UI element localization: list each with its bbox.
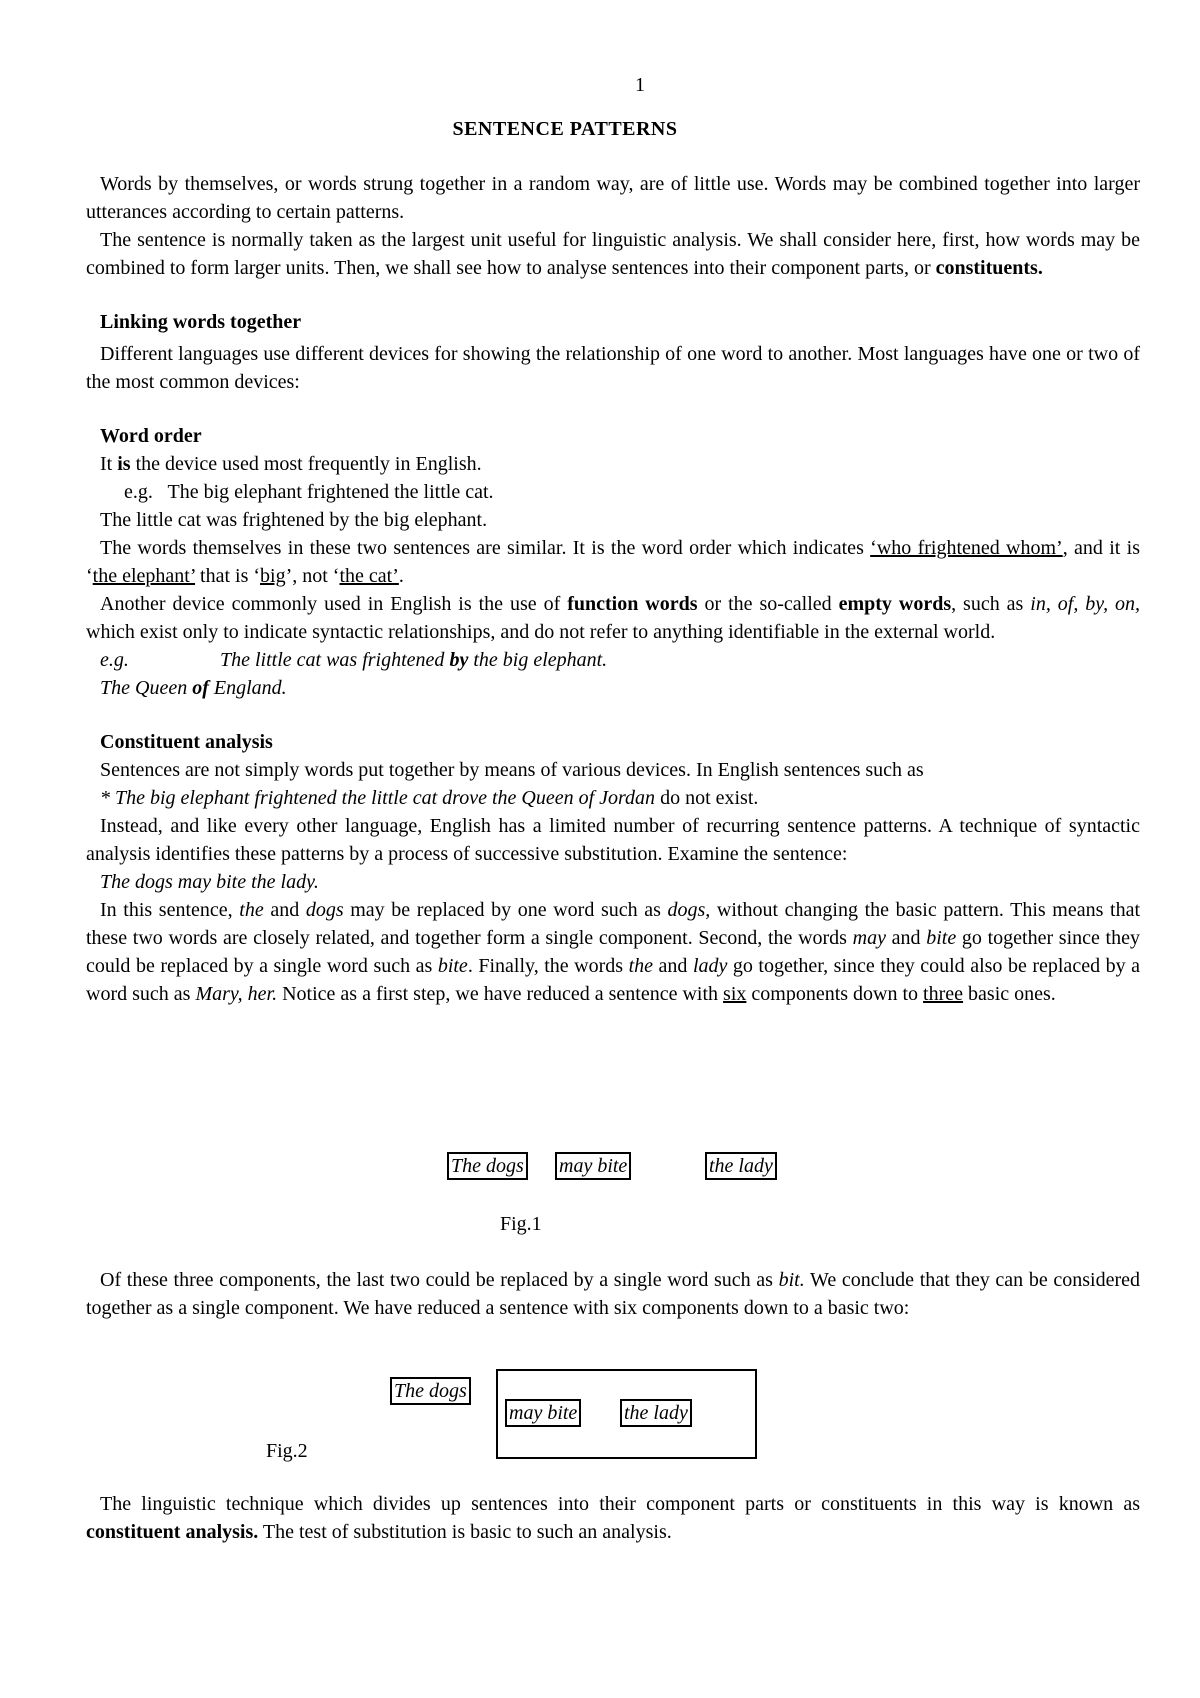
fig2-box-may-bite: may bite: [505, 1399, 581, 1427]
text: go together, since they could also be replaced by a word such as: [86, 955, 1140, 1005]
heading-linking-words: Linking words together: [100, 311, 302, 333]
underlined-word: three: [923, 983, 964, 1005]
text: .: [398, 565, 404, 587]
text: . Finally, the words: [467, 955, 629, 977]
text: Of these three components, the last two could be replaced by a single word such as: [100, 1269, 779, 1291]
closing-block: [86, 1490, 1140, 1546]
text: may be replaced by one word such as: [343, 899, 668, 921]
eg-label: e.g.: [100, 649, 129, 671]
example-sentence-3: [100, 646, 1140, 674]
text: ’, not ‘: [285, 565, 340, 587]
italic-word: Mary, her.: [195, 983, 278, 1005]
fig2-caption: Fig.2: [266, 1440, 308, 1462]
heading-word-order: Word order: [100, 425, 202, 447]
text: The words themselves in these two sentences are similar. It is the word order which indicates: [100, 537, 871, 559]
example-sentence-2: The little cat was frightened by the big elephant.: [100, 509, 488, 531]
term-function-words: function words: [567, 593, 698, 615]
text: basic ones.: [963, 983, 1056, 1005]
term-constituents: constituents.: [935, 257, 1043, 279]
closing-paragraph: [86, 1490, 1140, 1546]
text: We conclude that they can be considered together as a single component. We have reduced a sentence with six components down to a basic two:: [86, 1269, 1140, 1319]
italic-word: the: [628, 955, 654, 977]
italic-word: lady: [692, 955, 728, 977]
text: , and it is ‘: [86, 537, 1140, 587]
example-sentence-1: e.g. The big elephant frightened the little cat.: [124, 481, 494, 503]
fig1-caption: Fig.1: [500, 1213, 542, 1235]
text: the big elephant.: [468, 649, 608, 671]
example-sentence-4: [100, 674, 1140, 702]
word-order-line-1: [86, 450, 1140, 478]
intro-paragraph-2: [86, 226, 1140, 282]
text: components down to: [746, 983, 924, 1005]
fig1-box-the-lady: the lady: [705, 1152, 777, 1180]
italic-word: may: [852, 927, 886, 949]
text: and: [885, 927, 927, 949]
emphasis: is: [117, 453, 131, 475]
constituent-paragraph-1: Sentences are not simply words put together by means of various devices. In English sentences such as: [100, 759, 924, 781]
fig2-box-the-dogs: The dogs: [390, 1377, 471, 1405]
italic-words: in, of, by, on,: [1030, 593, 1141, 615]
text: go together since they could be replaced by a single word such as: [86, 927, 1140, 977]
text: The linguistic technique which divides up sentences into their component parts or constituents in this way is known as: [100, 1493, 1140, 1515]
text: and: [653, 955, 693, 977]
italic-word: bite: [926, 927, 957, 949]
text: It: [100, 453, 118, 475]
text: do not exist.: [655, 787, 759, 809]
italic-word: dogs: [305, 899, 344, 921]
text: the device used most frequently in English.: [130, 453, 482, 475]
italic-word: bit.: [778, 1269, 805, 1291]
text: that is ‘: [195, 565, 261, 587]
underlined-phrase: the cat’: [339, 565, 399, 587]
text: which exist only to indicate syntactic relationships, and do not refer to anything identifiable in the external world.: [86, 621, 996, 643]
text: or the so-called: [697, 593, 839, 615]
intro-text: The sentence is normally taken as the largest unit useful for linguistic analysis. We shall consider here, first, how words may be combined to form larger units. Then, we shall see how to analyse sentences into their component parts, or: [86, 229, 1140, 279]
ungrammatical-example: * The big elephant frightened the little cat drove the Queen of Jordan: [100, 787, 656, 809]
term-constituent-analysis: constituent analysis.: [86, 1521, 259, 1543]
after-fig1-block: [86, 1266, 1140, 1322]
text: and: [263, 899, 306, 921]
term-empty-words: empty words: [838, 593, 952, 615]
heading-constituent-analysis: Constituent analysis: [100, 731, 273, 753]
intro-paragraph-1: Words by themselves, or words strung together in a random way, are of little use. Words may be combined together into larger utterances according to certain patterns.: [86, 173, 1140, 223]
word-order-paragraph-3: [86, 590, 1140, 646]
italic-word: dogs,: [667, 899, 711, 921]
document-body: [86, 170, 1140, 1008]
italic-word: bite: [437, 955, 468, 977]
text: without changing the basic pattern. This means that these two words are closely related, and together form a single component. Second, the words: [86, 899, 1141, 949]
constituent-paragraph-3: Instead, and like every other language, English has a limited number of recurring sentence patterns. A technique of syntactic analysis identifies these patterns by a process of successive substitution. Examine the sentence:: [86, 815, 1140, 865]
text: The Queen: [100, 677, 193, 699]
text: Notice as a first step, we have reduced a sentence with: [277, 983, 724, 1005]
fig1-box-the-dogs: The dogs: [447, 1152, 528, 1180]
underlined-phrase: ‘who frightened whom’: [870, 537, 1063, 559]
fig1-box-may-bite: may bite: [555, 1152, 631, 1180]
text: The little cat was frightened: [220, 649, 450, 671]
after-fig1-paragraph: [86, 1266, 1140, 1322]
underlined-word: six: [723, 983, 747, 1005]
text: England.: [208, 677, 287, 699]
italic-word: the: [239, 899, 264, 921]
function-word: of: [192, 677, 209, 699]
page-title: SENTENCE PATTERNS: [452, 118, 678, 140]
constituent-paragraph-2: [86, 784, 1140, 812]
text: The test of substitution is basic to such an analysis.: [258, 1521, 672, 1543]
text: In this sentence,: [100, 899, 240, 921]
text: Another device commonly used in English is the use of: [100, 593, 568, 615]
function-word: by: [449, 649, 469, 671]
example-sentence-dogs: The dogs may bite the lady.: [100, 871, 319, 893]
underlined-phrase: the elephant’: [92, 565, 196, 587]
constituent-paragraph-4: [86, 896, 1140, 1008]
fig2-box-the-lady: the lady: [620, 1399, 692, 1427]
underlined-phrase: big: [260, 565, 286, 587]
page-number: 1: [635, 74, 645, 96]
linking-paragraph: Different languages use different devices for showing the relationship of one word to another. Most languages have one or two of the most common devices:: [86, 343, 1140, 393]
word-order-paragraph-2: [86, 534, 1140, 590]
text: , such as: [951, 593, 1031, 615]
